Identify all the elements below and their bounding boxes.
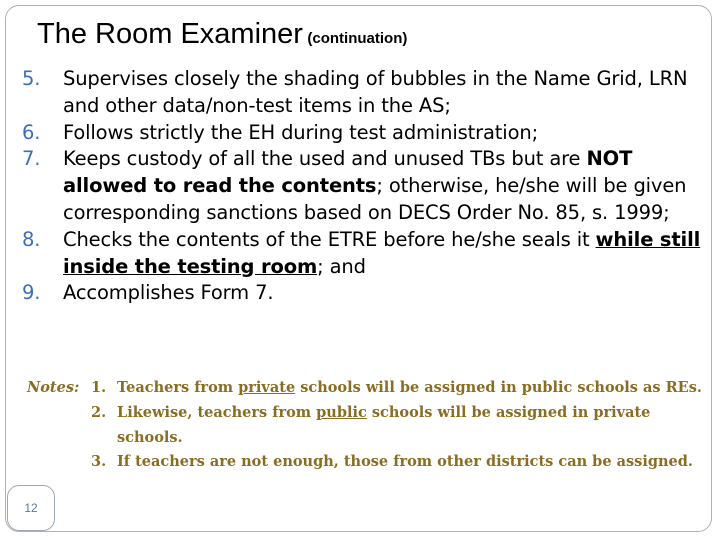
item-text xyxy=(63,280,702,307)
note-text xyxy=(117,401,711,451)
notes-list xyxy=(91,376,711,475)
bold-emphasis: NOT allowed to read the contents xyxy=(63,147,633,198)
item-text xyxy=(63,227,702,281)
note-text-part: Teachers from xyxy=(117,379,239,396)
list-item xyxy=(22,66,702,120)
title-main: The Room Examiner xyxy=(37,18,303,50)
note-text-part: If teachers are not enough, those from other districts can be assigned. xyxy=(117,453,693,471)
notes-label: Notes: xyxy=(27,379,80,396)
item-text-part: Checks the contents of the ETRE before he/she seals it xyxy=(63,227,596,251)
note-item xyxy=(91,376,711,401)
item-text-part: Accomplishes Form 7. xyxy=(63,281,274,305)
item-text-part: Supervises closely the shading of bubbles in the Name Grid, LRN and other data/non-test items in the AS; xyxy=(63,67,688,117)
item-text xyxy=(63,66,702,120)
item-number: 8. xyxy=(22,227,41,251)
page-number-badge xyxy=(7,485,55,531)
item-number: 5. xyxy=(22,67,41,90)
item-number: 6. xyxy=(22,120,41,144)
item-text-part: ; and xyxy=(317,254,366,278)
note-underline: private xyxy=(238,379,296,396)
bold-underline-emphasis: while still inside the testing room xyxy=(63,227,701,278)
slide-title xyxy=(37,18,407,51)
item-text xyxy=(63,120,702,147)
note-text xyxy=(117,450,711,475)
note-text-part: schools will be assigned in private schools. xyxy=(117,403,651,446)
note-item xyxy=(91,401,711,451)
list-item xyxy=(22,280,702,307)
item-number: 7. xyxy=(22,147,41,171)
note-number: 2. xyxy=(91,403,107,421)
note-underline: public xyxy=(316,403,367,421)
list-item xyxy=(22,120,702,147)
title-sub: (continuation) xyxy=(307,30,408,47)
item-text-part: ; otherwise, he/she will be given corresponding sanctions based on DECS Order No. 85, s. 1999; xyxy=(63,174,687,224)
note-item xyxy=(91,450,711,475)
item-text-part: Keeps custody of all the used and unused TBs but are xyxy=(63,147,587,171)
duties-list xyxy=(22,66,702,307)
item-number: 9. xyxy=(22,281,41,305)
note-text-part: Likewise, teachers from xyxy=(117,403,317,421)
item-text-part: Follows strictly the EH during test administration; xyxy=(63,120,538,144)
list-item xyxy=(22,146,702,226)
note-number: 3. xyxy=(91,453,107,471)
item-text xyxy=(63,146,702,226)
note-text xyxy=(117,376,711,401)
list-item xyxy=(22,227,702,281)
note-text-part: schools will be assigned in public schools as REs. xyxy=(295,379,702,396)
page-number: 12 xyxy=(24,501,38,515)
note-number: 1. xyxy=(91,379,107,396)
